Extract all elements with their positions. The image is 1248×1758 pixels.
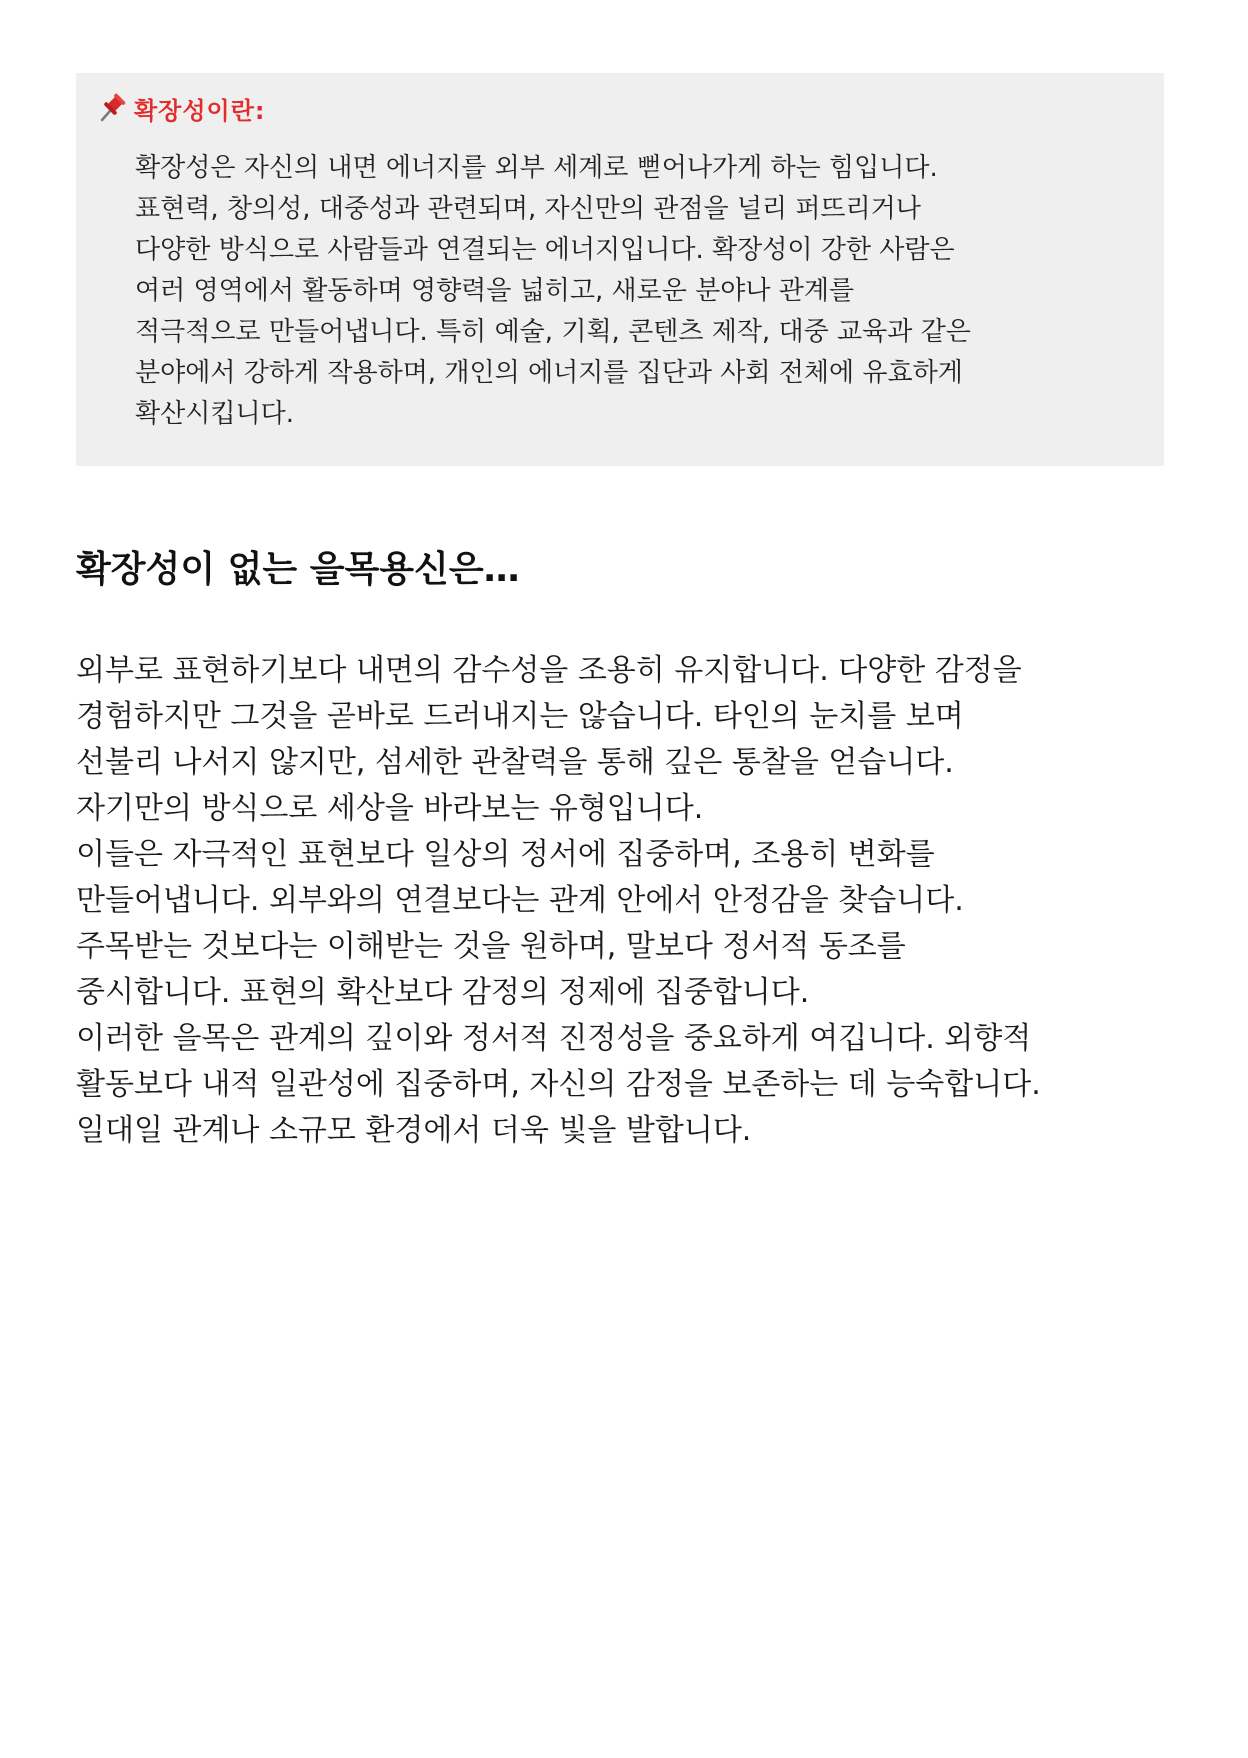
callout-body — [135, 148, 1155, 435]
body-line: 자기만의 방식으로 세상을 바라보는 유형입니다. — [76, 791, 704, 826]
callout-line: 다양한 방식으로 사람들과 연결되는 에너지입니다. 확장성이 강한 사람은 — [135, 235, 955, 265]
pushpin-icon — [98, 93, 126, 123]
body-line: 외부로 표현하기보다 내면의 감수성을 조용히 유지합니다. 다양한 감정을 — [76, 653, 1022, 688]
body-line: 이들은 자극적인 표현보다 일상의 정서에 집중하며, 조용히 변화를 — [76, 837, 935, 872]
callout-line: 분야에서 강하게 작용하며, 개인의 에너지를 집단과 사회 전체에 유효하게 — [135, 358, 963, 388]
body-line: 중시합니다. 표현의 확산보다 감정의 정제에 집중합니다. — [76, 975, 810, 1010]
callout-line: 여러 영역에서 활동하며 영향력을 넓히고, 새로운 분야나 관계를 — [135, 276, 855, 306]
body-line: 만들어냅니다. 외부와의 연결보다는 관계 안에서 안정감을 찾습니다. — [76, 883, 964, 918]
callout-line: 확장성은 자신의 내면 에너지를 외부 세계로 뻗어나가게 하는 힘입니다. — [135, 153, 938, 183]
body-line: 주목받는 것보다는 이해받는 것을 원하며, 말보다 정서적 동조를 — [76, 929, 906, 964]
body-line: 선불리 나서지 않지만, 섬세한 관찰력을 통해 깊은 통찰을 얻습니다. — [76, 745, 954, 780]
callout-line: 확산시킵니다. — [135, 399, 294, 429]
section-heading: 확장성이 없는 을목용신은… — [76, 549, 520, 590]
callout-line: 적극적으로 만들어냅니다. 특히 예술, 기획, 콘텐츠 제작, 대중 교육과 같은 — [135, 317, 971, 347]
callout-header — [98, 91, 266, 125]
body-line: 활동보다 내적 일관성에 집중하며, 자신의 감정을 보존하는 데 능숙합니다. — [76, 1067, 1041, 1102]
body-line: 일대일 관계나 소규모 환경에서 더욱 빛을 발합니다. — [76, 1113, 752, 1148]
section-body — [76, 648, 1176, 1154]
body-line: 이러한 을목은 관계의 깊이와 정서적 진정성을 중요하게 여깁니다. 외향적 — [76, 1021, 1032, 1056]
callout-line: 표현력, 창의성, 대중성과 관련되며, 자신만의 관점을 널리 퍼뜨리거나 — [135, 194, 921, 224]
body-line: 경험하지만 그것을 곧바로 드러내지는 않습니다. 타인의 눈치를 보며 — [76, 699, 964, 734]
callout-title: 확장성이란: — [134, 96, 266, 125]
definition-callout — [76, 73, 1164, 466]
